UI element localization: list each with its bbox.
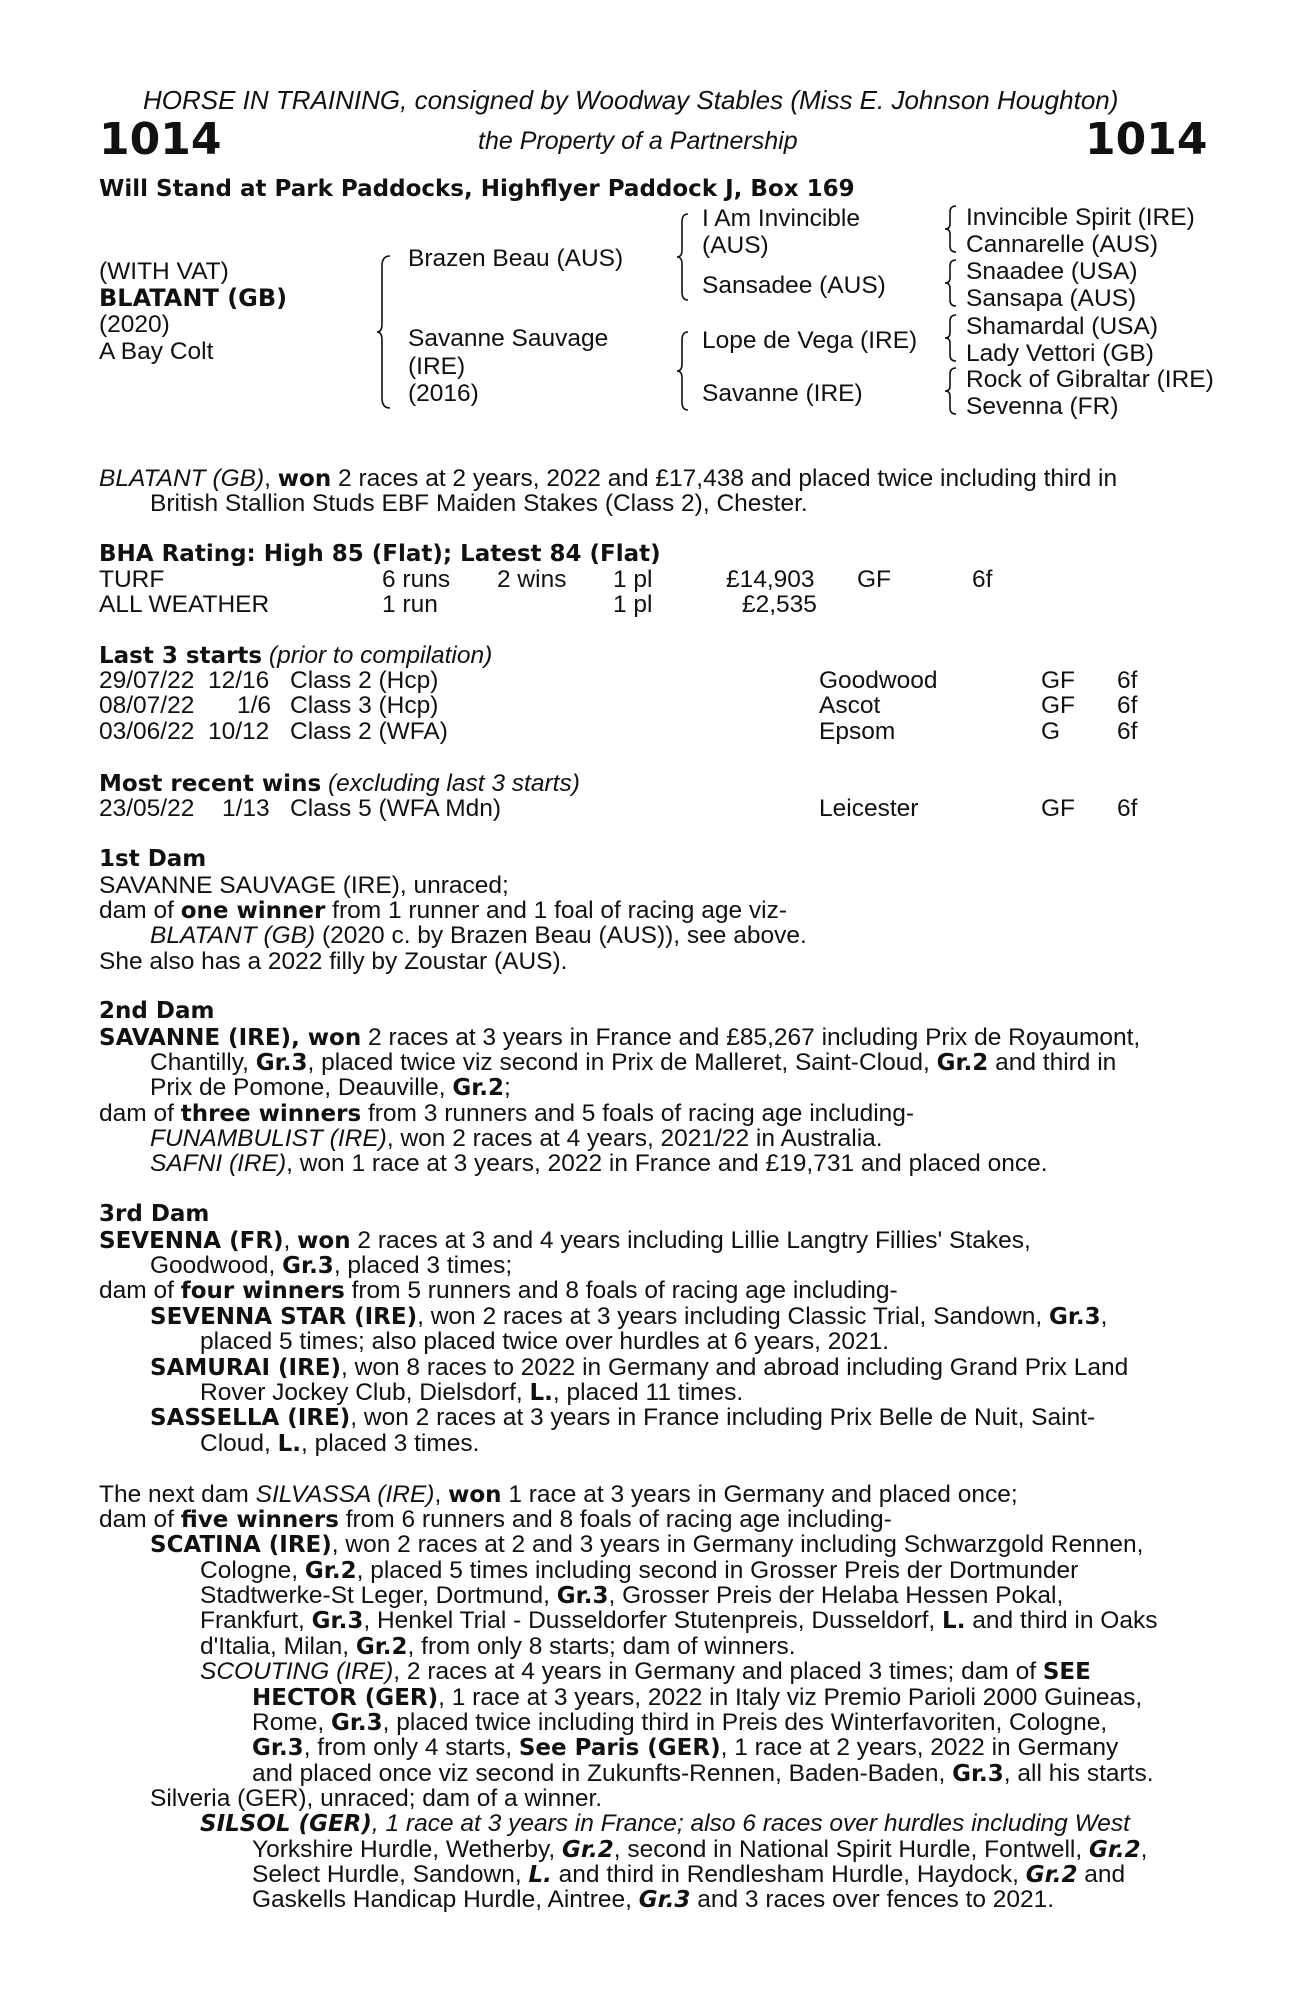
text-bold-italic: Gr.2 [1088,1837,1141,1863]
text-bold: SCATINA (IRE) [150,1532,332,1558]
text-italic: SAFNI (IRE) [150,1150,287,1177]
text-bold: L. [277,1431,302,1457]
horse-name: BLATANT (GB) [99,284,288,312]
pedigree-brace-sd [944,258,958,308]
text-bold: Gr.3 [1048,1304,1101,1330]
start-class: Class 3 (Hcp) [290,692,439,719]
dam3-line3 [99,1279,898,1304]
text: , placed 5 times including second in Grosser Preis der Dortmunder [356,1557,1079,1584]
dam2-line3 [150,1076,511,1101]
text: , Henkel Trial - Dusseldorfer Stutenpreis, Dusseldorf, [363,1607,943,1634]
dsd-name: Lady Vettori (GB) [966,340,1154,367]
dam-name-line2: (IRE) [408,353,466,380]
sire-sire-line2: (AUS) [702,232,769,259]
text: dam of [99,1100,181,1127]
start-going: GF [1041,667,1076,694]
sds-name: Snaadee (USA) [966,258,1138,285]
dam1-line1: SAVANNE SAUVAGE (IRE), unraced; [99,872,509,899]
text-bold: five winners [180,1507,339,1533]
pedigree-brace-ds [944,313,958,363]
summary-line2: British Stallion Studs EBF Maiden Stakes (Class 2), Chester. [150,490,808,517]
dam1-title: 1st Dam [99,846,207,872]
text: Yorkshire Hurdle, Wetherby, [252,1836,563,1863]
text-italic: SCOUTING (IRE) [200,1658,394,1685]
start-course: Epsom [819,718,896,745]
text: Cloud, [200,1430,278,1457]
text-italic: FUNAMBULIST (IRE) [150,1125,387,1152]
text: Rover Jockey Club, Dielsdorf, [200,1379,530,1406]
text-bold-italic: SILSOL (GER) [200,1811,372,1837]
start-class: Class 2 (Hcp) [290,667,439,694]
next-dam-line9 [252,1686,1142,1711]
start-date: 08/07/22 [99,692,195,719]
text-bold: SAVANNE (IRE), won [99,1025,362,1051]
text: from 5 runners and 8 foals of racing age including- [344,1277,898,1304]
consignor-header: HORSE IN TRAINING, consigned by Woodway Stables (Miss E. Johnson Houghton) [143,85,1119,115]
start-going: G [1041,718,1061,745]
text: , placed 3 times; [333,1252,513,1279]
dds-name: Rock of Gibraltar (IRE) [966,366,1214,393]
win-course: Leicester [819,795,919,822]
dam2-line2 [150,1051,1116,1076]
text-bold: four winners [180,1278,345,1304]
text: Cologne, [200,1557,305,1584]
text: dam of [99,1506,181,1533]
start-distance: 6f [1117,718,1138,745]
next-dam-line14 [200,1812,1130,1837]
text-italic: SILVASSA (IRE) [255,1481,435,1508]
win-going: GF [1041,795,1076,822]
text-bold: SASSELLA (IRE) [150,1405,351,1431]
next-dam-line5 [200,1584,1063,1609]
rating-going: GF [857,566,892,593]
dam1-line4: She also has a 2022 filly by Zoustar (AUS). [99,948,568,975]
lot-number-right: 1014 [1085,114,1208,165]
text: from 1 runner and 1 foal of racing age viz- [325,897,787,924]
next-dam-line11 [252,1736,1118,1761]
text: ; [504,1074,511,1101]
win-distance: 6f [1117,795,1138,822]
text-bold: won [448,1482,502,1508]
text-bold: SEVENNA (FR) [99,1228,284,1254]
dam3-line2 [150,1254,512,1279]
start-position: 12/16 [208,667,270,694]
text-bold: L. [529,1380,553,1406]
text: and third in Oaks [965,1607,1158,1634]
text: 1 race at 3 years in Germany and placed once; [501,1481,1018,1508]
dss-name: Shamardal (USA) [966,313,1158,340]
dam-dam: Savanne (IRE) [702,380,863,407]
horse-description: A Bay Colt [99,338,214,365]
dam3-line5: placed 5 times; also placed twice over hurdles at 6 years, 2021. [200,1328,890,1355]
text: and [1077,1861,1126,1888]
start-distance: 6f [1117,667,1138,694]
text: , from only 8 starts; dam of winners. [407,1633,796,1660]
text: , won 8 races to 2022 in Germany and abroad including Grand Prix Land [341,1354,1129,1381]
start-date: 03/06/22 [99,718,195,745]
text-bold: Gr.3 [255,1050,308,1076]
property-subtitle: the Property of a Partnership [478,127,798,155]
rating-title: BHA Rating: High 85 (Flat); Latest 84 (Flat) [99,541,661,567]
text: and third in Rendlesham Hurdle, Haydock, [551,1861,1026,1888]
dam1-line2 [99,899,787,924]
next-dam-line2 [99,1508,892,1533]
rating-distance: 6f [972,566,993,593]
text: , won 2 races at 4 years, 2021/22 in Australia. [386,1125,883,1152]
text: Chantilly, [150,1049,256,1076]
next-dam-line10 [252,1711,1107,1736]
next-dam-line3 [150,1533,1143,1558]
rating-placed: 1 pl [613,566,653,593]
text: , won 2 races at 3 years in France including Prix Belle de Nuit, Saint- [350,1404,1096,1431]
next-dam-line17 [252,1888,1054,1913]
text: , 2 races at 4 years in Germany and placed 3 times; dam of [393,1658,1043,1685]
dam3-line4 [150,1305,1107,1330]
summary-rest: 2 races at 2 years, 2022 and £17,438 and placed twice including third in [331,465,1118,492]
sdd-name: Sansapa (AUS) [966,285,1137,312]
text-bold-italic: Gr.2 [562,1837,614,1863]
win-position: 1/13 [222,795,270,822]
text: , second in National Spirit Hurdle, Fontwell, [613,1836,1089,1863]
text: , 1 race at 3 years, 2022 in Italy viz Premio Parioli 2000 Guineas, [438,1684,1143,1711]
text-bold: Gr.2 [304,1558,357,1584]
text-bold: Gr.2 [355,1634,408,1660]
dam3-title: 3rd Dam [99,1201,210,1227]
text: d'Italia, Milan, [200,1633,356,1660]
sss-name: Invincible Spirit (IRE) [966,204,1195,231]
text-bold: HECTOR (GER) [252,1685,439,1711]
dam1-line3 [150,924,807,949]
next-dam-line16 [252,1863,1125,1888]
text: , placed twice viz second in Prix de Malleret, Saint-Cloud, [307,1049,937,1076]
text-bold: one winner [180,898,326,924]
recent-wins-heading: Most recent wins [99,771,322,797]
rating-amount: £2,535 [742,591,817,618]
start-date: 29/07/22 [99,667,195,694]
text-bold: three winners [180,1101,362,1127]
text: 2 races at 3 and 4 years including Lillie Langtry Fillies' Stakes, [350,1227,1031,1254]
lot-number-left: 1014 [99,114,222,165]
dam2-title: 2nd Dam [99,998,215,1024]
next-dam-line1 [99,1483,1018,1508]
text-bold: Gr.3 [252,1735,304,1761]
text: Stadtwerke-St Leger, Dortmund, [200,1582,557,1609]
text: Select Hurdle, Sandown, [252,1861,529,1888]
text-bold: Gr.3 [952,1761,1004,1787]
last-starts-heading: Last 3 starts [99,643,263,669]
text-bold: Gr.2 [452,1075,505,1101]
text-bold-italic: Gr.3 [638,1887,691,1913]
vat-label: (WITH VAT) [99,258,229,285]
text: Frankfurt, [200,1607,312,1634]
text: and placed once viz second in Zukunfts-Rennen, Baden-Baden, [252,1760,953,1787]
rating-placed: 1 pl [613,591,653,618]
text: Gaskells Handicap Hurdle, Aintree, [252,1886,639,1913]
text-bold: L. [942,1608,966,1634]
start-position: 1/6 [237,692,272,719]
pedigree-brace-ss [944,204,958,254]
recent-wins-note: (excluding last 3 starts) [321,770,580,797]
win-date: 23/05/22 [99,795,195,822]
ssd-name: Cannarelle (AUS) [966,231,1158,258]
win-class: Class 5 (WFA Mdn) [290,795,502,822]
text: , [1140,1836,1148,1863]
pedigree-brace-main [376,254,392,410]
rating-surface: ALL WEATHER [99,591,270,618]
next-dam-line6 [200,1609,1157,1634]
text: , placed 3 times. [301,1430,480,1457]
pedigree-brace-sire [676,212,690,302]
rating-amount: £14,903 [726,566,815,593]
summary-horse-name: BLATANT (GB) [99,465,265,492]
recent-wins-title [99,772,580,797]
next-dam-line7 [200,1635,796,1660]
start-class: Class 2 (WFA) [290,718,448,745]
next-dam-line15 [252,1838,1147,1863]
text-bold-italic: L. [528,1862,552,1888]
text: , from only 4 starts, [303,1734,519,1761]
text: Prix de Pomone, Deauville, [150,1074,453,1101]
summary-line1: BLATANT (GB), won 2 races at 2 years, 2022 and £17,438 and placed twice including third in [99,465,1118,492]
text: and 3 races over fences to 2021. [690,1886,1055,1913]
rating-runs: 1 run [382,591,438,618]
rating-runs: 6 runs [382,566,451,593]
text: (2020 c. by Brazen Beau (AUS)), see above. [315,922,807,949]
start-going: GF [1041,692,1076,719]
sire-dam: Sansadee (AUS) [702,272,886,299]
last-starts-note: (prior to compilation) [262,642,493,669]
dam2-line6 [150,1152,1048,1177]
dam3-line6 [150,1356,1128,1381]
text: , won 2 races at 3 years including Classic Trial, Sandown, [417,1303,1049,1330]
last-starts-title [99,644,492,669]
text: , won 2 races at 2 and 3 years in Germany including Schwarzgold Rennen, [331,1531,1144,1558]
text: , [434,1481,449,1508]
text-bold: Gr.3 [330,1710,383,1736]
dam-sire: Lope de Vega (IRE) [702,327,918,354]
text: , placed 11 times. [552,1379,744,1406]
dam2-line5 [150,1127,883,1152]
text-bold: SEVENNA STAR (IRE) [150,1304,418,1330]
text: Rome, [252,1709,331,1736]
text: dam of [99,1277,181,1304]
text: , [1100,1303,1108,1330]
dam3-line7 [200,1381,743,1406]
start-course: Goodwood [819,667,938,694]
text-italic: , 1 race at 3 years in France; also 6 races over hurdles including West [371,1810,1130,1837]
text-bold: SEE [1042,1659,1091,1685]
text: , placed twice including third in Preis des Winterfavoriten, Cologne, [382,1709,1108,1736]
text-bold: Gr.2 [936,1050,989,1076]
summary-won: won [277,466,332,492]
text: , [283,1227,298,1254]
text-bold: Gr.3 [311,1608,364,1634]
text-bold-italic: Gr.2 [1025,1862,1078,1888]
start-distance: 6f [1117,692,1138,719]
rating-surface: TURF [99,566,165,593]
next-dam-line13: Silveria (GER), unraced; dam of a winner. [150,1785,603,1812]
text: The next dam [99,1481,256,1508]
dam3-line1 [99,1229,1031,1254]
horse-year: (2020) [99,311,170,338]
text: from 3 runners and 5 foals of racing age including- [361,1100,915,1127]
start-course: Ascot [819,692,881,719]
dam2-line1 [99,1026,1140,1051]
ddd-name: Sevenna (FR) [966,393,1119,420]
text: , all his starts. [1003,1760,1154,1787]
text: dam of [99,897,181,924]
dam2-line4 [99,1102,914,1127]
sire-name: Brazen Beau (AUS) [408,245,624,272]
text: , won 1 race at 3 years, 2022 in France and £19,731 and placed once. [286,1150,1048,1177]
pedigree-brace-dd [944,366,958,416]
text-bold: See Paris (GER) [518,1735,721,1761]
text-bold: SAMURAI (IRE) [150,1355,342,1381]
text: Goodwood, [150,1252,283,1279]
text: from 6 runners and 8 foals of racing age including- [338,1506,892,1533]
rating-wins: 2 wins [497,566,567,593]
text-bold: Gr.3 [282,1253,334,1279]
next-dam-line4 [200,1559,1078,1584]
dam-name-line3: (2016) [408,380,479,407]
dam-name-line1: Savanne Sauvage [408,325,609,352]
sire-sire-line1: I Am Invincible [702,205,860,232]
pedigree-brace-dam [676,330,690,412]
text-bold: won [297,1228,351,1254]
dam3-line9 [200,1432,479,1457]
text-italic: BLATANT (GB) [150,922,316,949]
next-dam-line8 [200,1660,1091,1685]
stabling-location: Will Stand at Park Paddocks, Highflyer Paddock J, Box 169 [99,176,855,202]
text: and third in [988,1049,1117,1076]
start-position: 10/12 [208,718,270,745]
dam3-line8 [150,1406,1095,1431]
next-dam-line12 [252,1762,1154,1787]
text: , Grosser Preis der Helaba Hessen Pokal, [608,1582,1064,1609]
text: , 1 race at 2 years, 2022 in Germany [720,1734,1119,1761]
text: 2 races at 3 years in France and £85,267 including Prix de Royaumont, [361,1024,1141,1051]
text-bold: Gr.3 [556,1583,609,1609]
